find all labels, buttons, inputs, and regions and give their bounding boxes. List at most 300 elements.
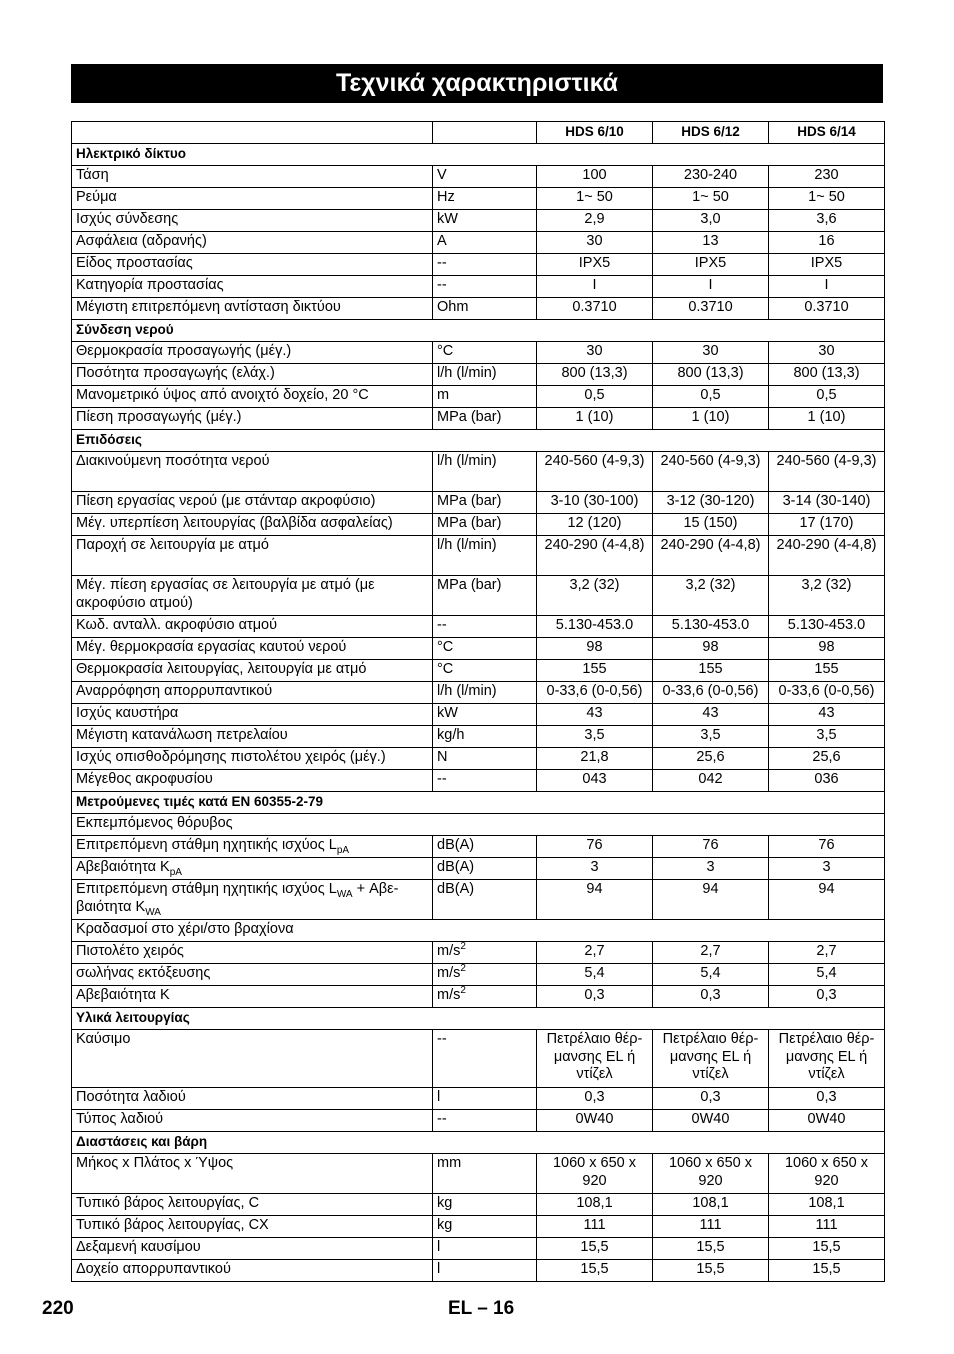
value-cell: 0W40 [537,1110,653,1132]
parameter-label [72,1088,433,1110]
value-cell: 155 [653,660,769,682]
parameter-text: Ποσότητα λαδιού [76,1089,186,1105]
unit-cell [433,836,537,858]
unit-text: dB(A) [437,881,475,897]
unit-cell [433,880,537,920]
unit-superscript: 2 [460,985,466,997]
column-header: HDS 6/10 [537,122,653,144]
value-cell: 240-290 (4-4,8) [769,536,885,576]
parameter-label [72,704,433,726]
unit-cell [433,210,537,232]
parameter-label [72,188,433,210]
parameter-label [72,232,433,254]
unit-superscript: 2 [460,963,466,975]
value-cell: Πετρέλαιο θέρ-μανσης EL ή ντίζελ [537,1030,653,1088]
section-title: Σύνδεση νερού [72,320,885,342]
parameter-text: Ισχύς σύνδεσης [76,211,179,227]
unit-cell [433,858,537,880]
value-cell: 0,3 [653,1088,769,1110]
parameter-text: Τύπος λαδιού [76,1111,164,1127]
unit-text: l/h (l/min) [437,683,497,699]
value-cell: 3-10 (30-100) [537,492,653,514]
unit-cell [433,298,537,320]
table-row [72,1088,885,1110]
table-row [72,254,885,276]
parameter-label [72,986,433,1008]
column-header: HDS 6/14 [769,122,885,144]
value-cell: 43 [769,704,885,726]
section-header-row [72,144,885,166]
value-cell: Πετρέλαιο θέρ-μανσης EL ή ντίζελ [653,1030,769,1088]
parameter-label [72,536,433,576]
parameter-subscript: WA [336,888,353,900]
table-row [72,166,885,188]
value-cell: 0,3 [653,986,769,1008]
unit-cell [433,964,537,986]
value-cell: 15,5 [653,1260,769,1282]
parameter-subscript: pA [169,866,182,878]
parameter-label [72,1110,433,1132]
parameter-label [72,452,433,492]
value-cell: 94 [653,880,769,920]
parameter-label [72,942,433,964]
unit-cell [433,536,537,576]
parameter-text: Μέγιστη επιτρεπόμενη αντίσταση δικτύου [76,299,341,315]
unit-cell [433,364,537,386]
column-header: HDS 6/12 [653,122,769,144]
value-cell: 21,8 [537,748,653,770]
value-cell: 1060 x 650 x 920 [769,1154,885,1194]
value-cell: 3-14 (30-140) [769,492,885,514]
unit-text: Hz [437,189,455,205]
value-cell: 25,6 [769,748,885,770]
table-header-row [72,122,885,144]
parameter-text: Δεξαμενή καυσίμου [76,1239,201,1255]
value-cell: 5.130-453.0 [653,616,769,638]
unit-text: -- [437,277,447,293]
value-cell: 17 (170) [769,514,885,536]
value-cell: 15,5 [653,1238,769,1260]
unit-text: -- [437,255,447,271]
section-header-row [72,430,885,452]
table-row [72,188,885,210]
value-cell: 2,7 [769,942,885,964]
value-cell: 036 [769,770,885,792]
unit-text: °C [437,661,454,677]
parameter-text: Μέγ. θερμοκρασία εργασίας καυτού νερού [76,639,347,655]
parameter-text: Τυπικό βάρος λειτουργίας, CX [76,1217,269,1233]
section-header-row [72,1132,885,1154]
value-cell: 3,5 [769,726,885,748]
parameter-text: σωλήνας εκτόξευσης [76,965,211,981]
unit-text: MPa (bar) [437,493,502,509]
value-cell: 94 [769,880,885,920]
unit-text: kW [437,705,458,721]
table-row [72,616,885,638]
table-row [72,1194,885,1216]
value-cell: 155 [537,660,653,682]
unit-cell [433,1260,537,1282]
parameter-text: Ρεύμα [76,189,117,205]
parameter-label [72,276,433,298]
parameter-subscript: pA [336,844,350,856]
value-cell: 3,0 [653,210,769,232]
unit-cell [433,704,537,726]
value-cell: 230 [769,166,885,188]
parameter-text: Αβεβαιότητα K [76,987,170,1003]
table-row [72,942,885,964]
value-cell: I [537,276,653,298]
value-cell: 2,7 [537,942,653,964]
parameter-label [72,386,433,408]
parameter-text: Τάση [76,167,109,183]
parameter-label [72,254,433,276]
table-row [72,858,885,880]
parameter-label [72,748,433,770]
parameter-text: Μανομετρικό ύψος από ανοιχτό δοχείο, 20 °C [76,387,369,403]
value-cell: 111 [769,1216,885,1238]
table-row [72,638,885,660]
unit-text: l [437,1089,441,1105]
table-row [72,986,885,1008]
unit-cell [433,254,537,276]
unit-cell [433,660,537,682]
parameter-text: Επιτρεπόμενη στάθμη ηχητικής ισχύος L [76,837,337,853]
value-cell: 042 [653,770,769,792]
table-row [72,880,885,920]
parameter-label [72,836,433,858]
parameter-text: Διακινούμενη ποσότητα νερού [76,453,270,469]
parameter-label [72,726,433,748]
unit-text: l/h (l/min) [437,537,497,553]
table-row [72,576,885,616]
value-cell: 3,2 (32) [537,576,653,616]
unit-cell [433,576,537,616]
value-cell: 0,3 [537,986,653,1008]
unit-cell [433,514,537,536]
value-cell: 111 [653,1216,769,1238]
value-cell: 3 [537,858,653,880]
subsection-row [72,814,885,836]
parameter-label [72,770,433,792]
spec-table [71,121,885,1282]
table-row [72,536,885,576]
value-cell: 240-290 (4-4,8) [537,536,653,576]
value-cell: 0,3 [769,1088,885,1110]
value-cell: 15,5 [769,1238,885,1260]
parameter-label [72,1260,433,1282]
parameter-label [72,514,433,536]
table-row [72,1216,885,1238]
table-row [72,1110,885,1132]
unit-text: -- [437,617,447,633]
value-cell: 1 (10) [537,408,653,430]
parameter-text: Μήκος x Πλάτος x Ύψος [76,1155,234,1171]
value-cell: 0,5 [769,386,885,408]
value-cell: 240-560 (4-9,3) [653,452,769,492]
parameter-label [72,638,433,660]
unit-cell [433,276,537,298]
value-cell: 30 [537,232,653,254]
value-cell: 16 [769,232,885,254]
parameter-text: Πίεση προσαγωγής (μέγ.) [76,409,242,425]
unit-text: kg/h [437,727,465,743]
parameter-text: Πιστολέτο χειρός [76,943,184,959]
page-number: 220 [42,1298,74,1319]
value-cell: 30 [537,342,653,364]
value-cell: 108,1 [653,1194,769,1216]
unit-cell [433,748,537,770]
value-cell: 76 [653,836,769,858]
parameter-label [72,880,433,920]
parameter-text: Αβεβαιότητα K [76,859,170,875]
value-cell: 0-33,6 (0-0,56) [769,682,885,704]
parameter-label [72,166,433,188]
parameter-text: Μέγ. πίεση εργασίας σε λειτουργία με ατμό (με ακροφύσιο ατμού) [76,577,375,611]
value-cell: I [769,276,885,298]
parameter-text: Μέγεθος ακροφυσίου [76,771,213,787]
table-row [72,704,885,726]
table-row [72,748,885,770]
parameter-label [72,616,433,638]
unit-text: l/h (l/min) [437,365,497,381]
value-cell: 0,5 [653,386,769,408]
parameter-text: Θερμοκρασία προσαγωγής (μέγ.) [76,343,292,359]
unit-text: m/s [437,987,461,1003]
table-row [72,726,885,748]
unit-text: m/s [437,965,461,981]
unit-text: kg [437,1217,453,1233]
unit-cell [433,1154,537,1194]
parameter-text: Δοχείο απορρυπαντικού [76,1261,231,1277]
header-blank-unit [433,122,537,144]
parameter-label [72,858,433,880]
value-cell: 155 [769,660,885,682]
parameter-label [72,964,433,986]
parameter-text: Ισχύς οπισθοδρόμησης πιστολέτου χειρός (μέγ.) [76,749,386,765]
parameter-text: Ποσότητα προσαγωγής (ελάχ.) [76,365,275,381]
value-cell: 3,5 [653,726,769,748]
unit-cell [433,386,537,408]
value-cell: 3 [653,858,769,880]
value-cell: 15 (150) [653,514,769,536]
section-header-row [72,792,885,814]
parameter-text: Καύσιμο [76,1031,131,1047]
unit-text: mm [437,1155,462,1171]
value-cell: 5,4 [653,964,769,986]
value-cell: 0W40 [769,1110,885,1132]
unit-cell [433,1110,537,1132]
value-cell: 2,7 [653,942,769,964]
value-cell: 1060 x 650 x 920 [653,1154,769,1194]
value-cell: 15,5 [537,1260,653,1282]
value-cell: 1 (10) [653,408,769,430]
unit-cell [433,166,537,188]
table-row [72,364,885,386]
unit-text: A [437,233,447,249]
parameter-label [72,364,433,386]
value-cell: 98 [769,638,885,660]
unit-text: l [437,1261,441,1277]
unit-text: m [437,387,450,403]
page-title: Τεχνικά χαρακτηριστικά [71,64,883,103]
value-cell: 230-240 [653,166,769,188]
value-cell: 5.130-453.0 [537,616,653,638]
parameter-label [72,1216,433,1238]
unit-cell [433,682,537,704]
unit-text: MPa (bar) [437,409,502,425]
value-cell: Πετρέλαιο θέρ-μανσης EL ή ντίζελ [769,1030,885,1088]
section-header-row [72,1008,885,1030]
parameter-text: Ισχύς καυστήρα [76,705,179,721]
value-cell: 3 [769,858,885,880]
table-row [72,836,885,858]
parameter-text: Επιτρεπόμενη στάθμη ηχητικής ισχύος L [76,881,337,897]
value-cell: 111 [537,1216,653,1238]
unit-text: °C [437,639,454,655]
value-cell: 0.3710 [769,298,885,320]
value-cell: 76 [769,836,885,858]
unit-text: °C [437,343,454,359]
unit-cell [433,616,537,638]
table-row [72,1154,885,1194]
unit-text: dB(A) [437,837,475,853]
unit-text: V [437,167,447,183]
value-cell: 240-560 (4-9,3) [537,452,653,492]
unit-cell [433,942,537,964]
value-cell: 0.3710 [653,298,769,320]
parameter-text-continued: + Αβε-βαιότητα K [76,881,399,915]
value-cell: 15,5 [769,1260,885,1282]
table-row [72,210,885,232]
parameter-label [72,408,433,430]
value-cell: 1~ 50 [769,188,885,210]
value-cell: 240-560 (4-9,3) [769,452,885,492]
value-cell: 43 [537,704,653,726]
parameter-text: Είδος προστασίας [76,255,193,271]
value-cell: 800 (13,3) [537,364,653,386]
unit-cell [433,986,537,1008]
value-cell: 3,5 [537,726,653,748]
unit-text: Ohm [437,299,469,315]
unit-cell [433,1030,537,1088]
unit-text: MPa (bar) [437,577,502,593]
parameter-label [72,1154,433,1194]
table-row [72,298,885,320]
value-cell: 108,1 [769,1194,885,1216]
table-row [72,452,885,492]
value-cell: 94 [537,880,653,920]
parameter-text: Θερμοκρασία λειτουργίας, λειτουργία με ατμό [76,661,367,677]
value-cell: 3-12 (30-120) [653,492,769,514]
unit-text: -- [437,1111,447,1127]
table-row [72,682,885,704]
value-cell: 5,4 [769,964,885,986]
unit-cell [433,492,537,514]
table-row [72,408,885,430]
parameter-label [72,342,433,364]
unit-text: -- [437,771,447,787]
value-cell: 800 (13,3) [653,364,769,386]
value-cell: 25,6 [653,748,769,770]
parameter-text: Κατηγορία προστασίας [76,277,224,293]
value-cell: 100 [537,166,653,188]
parameter-label [72,492,433,514]
value-cell: 0-33,6 (0-0,56) [653,682,769,704]
unit-superscript: 2 [460,941,466,953]
parameter-label [72,1194,433,1216]
subsection-title: Εκπεμπόμενος θόρυβος [72,814,885,836]
value-cell: 240-290 (4-4,8) [653,536,769,576]
unit-cell [433,232,537,254]
parameter-text: Πίεση εργασίας νερού (με στάνταρ ακροφύσιο) [76,493,376,509]
table-row [72,492,885,514]
unit-text: kg [437,1195,453,1211]
table-row [72,770,885,792]
value-cell: 5,4 [537,964,653,986]
value-cell: 2,9 [537,210,653,232]
value-cell: 0.3710 [537,298,653,320]
subsection-title: Κραδασμοί στο χέρι/στο βραχίονα [72,920,885,942]
value-cell: 0W40 [653,1110,769,1132]
value-cell: 1~ 50 [537,188,653,210]
value-cell: 1~ 50 [653,188,769,210]
value-cell: 30 [769,342,885,364]
table-row [72,1260,885,1282]
table-row [72,1030,885,1088]
value-cell: 43 [653,704,769,726]
value-cell: 0,3 [769,986,885,1008]
unit-text: kW [437,211,458,227]
table-row [72,342,885,364]
parameter-text: Αναρρόφηση απορρυπαντικού [76,683,273,699]
table-row [72,964,885,986]
value-cell: 76 [537,836,653,858]
unit-cell [433,1194,537,1216]
table-row [72,276,885,298]
header-blank [72,122,433,144]
value-cell: 13 [653,232,769,254]
unit-text: dB(A) [437,859,475,875]
value-cell: 1060 x 650 x 920 [537,1154,653,1194]
unit-text: m/s [437,943,461,959]
unit-cell [433,1216,537,1238]
unit-text: l/h (l/min) [437,453,497,469]
parameter-label [72,298,433,320]
unit-cell [433,452,537,492]
language-page-label: EL – 16 [448,1298,515,1319]
section-title: Διαστάσεις και βάρη [72,1132,885,1154]
value-cell: IPX5 [769,254,885,276]
parameter-text: Ασφάλεια (αδρανής) [76,233,207,249]
table-row [72,232,885,254]
parameter-label [72,1238,433,1260]
value-cell: 3,2 (32) [653,576,769,616]
subsection-row [72,920,885,942]
value-cell: IPX5 [653,254,769,276]
parameter-label [72,1030,433,1088]
unit-cell [433,726,537,748]
value-cell: IPX5 [537,254,653,276]
section-title: Ηλεκτρικό δίκτυο [72,144,885,166]
table-row [72,386,885,408]
unit-cell [433,188,537,210]
section-header-row [72,320,885,342]
table-row [72,514,885,536]
value-cell: 12 (120) [537,514,653,536]
parameter-subscript: WA [145,906,161,918]
value-cell: 108,1 [537,1194,653,1216]
